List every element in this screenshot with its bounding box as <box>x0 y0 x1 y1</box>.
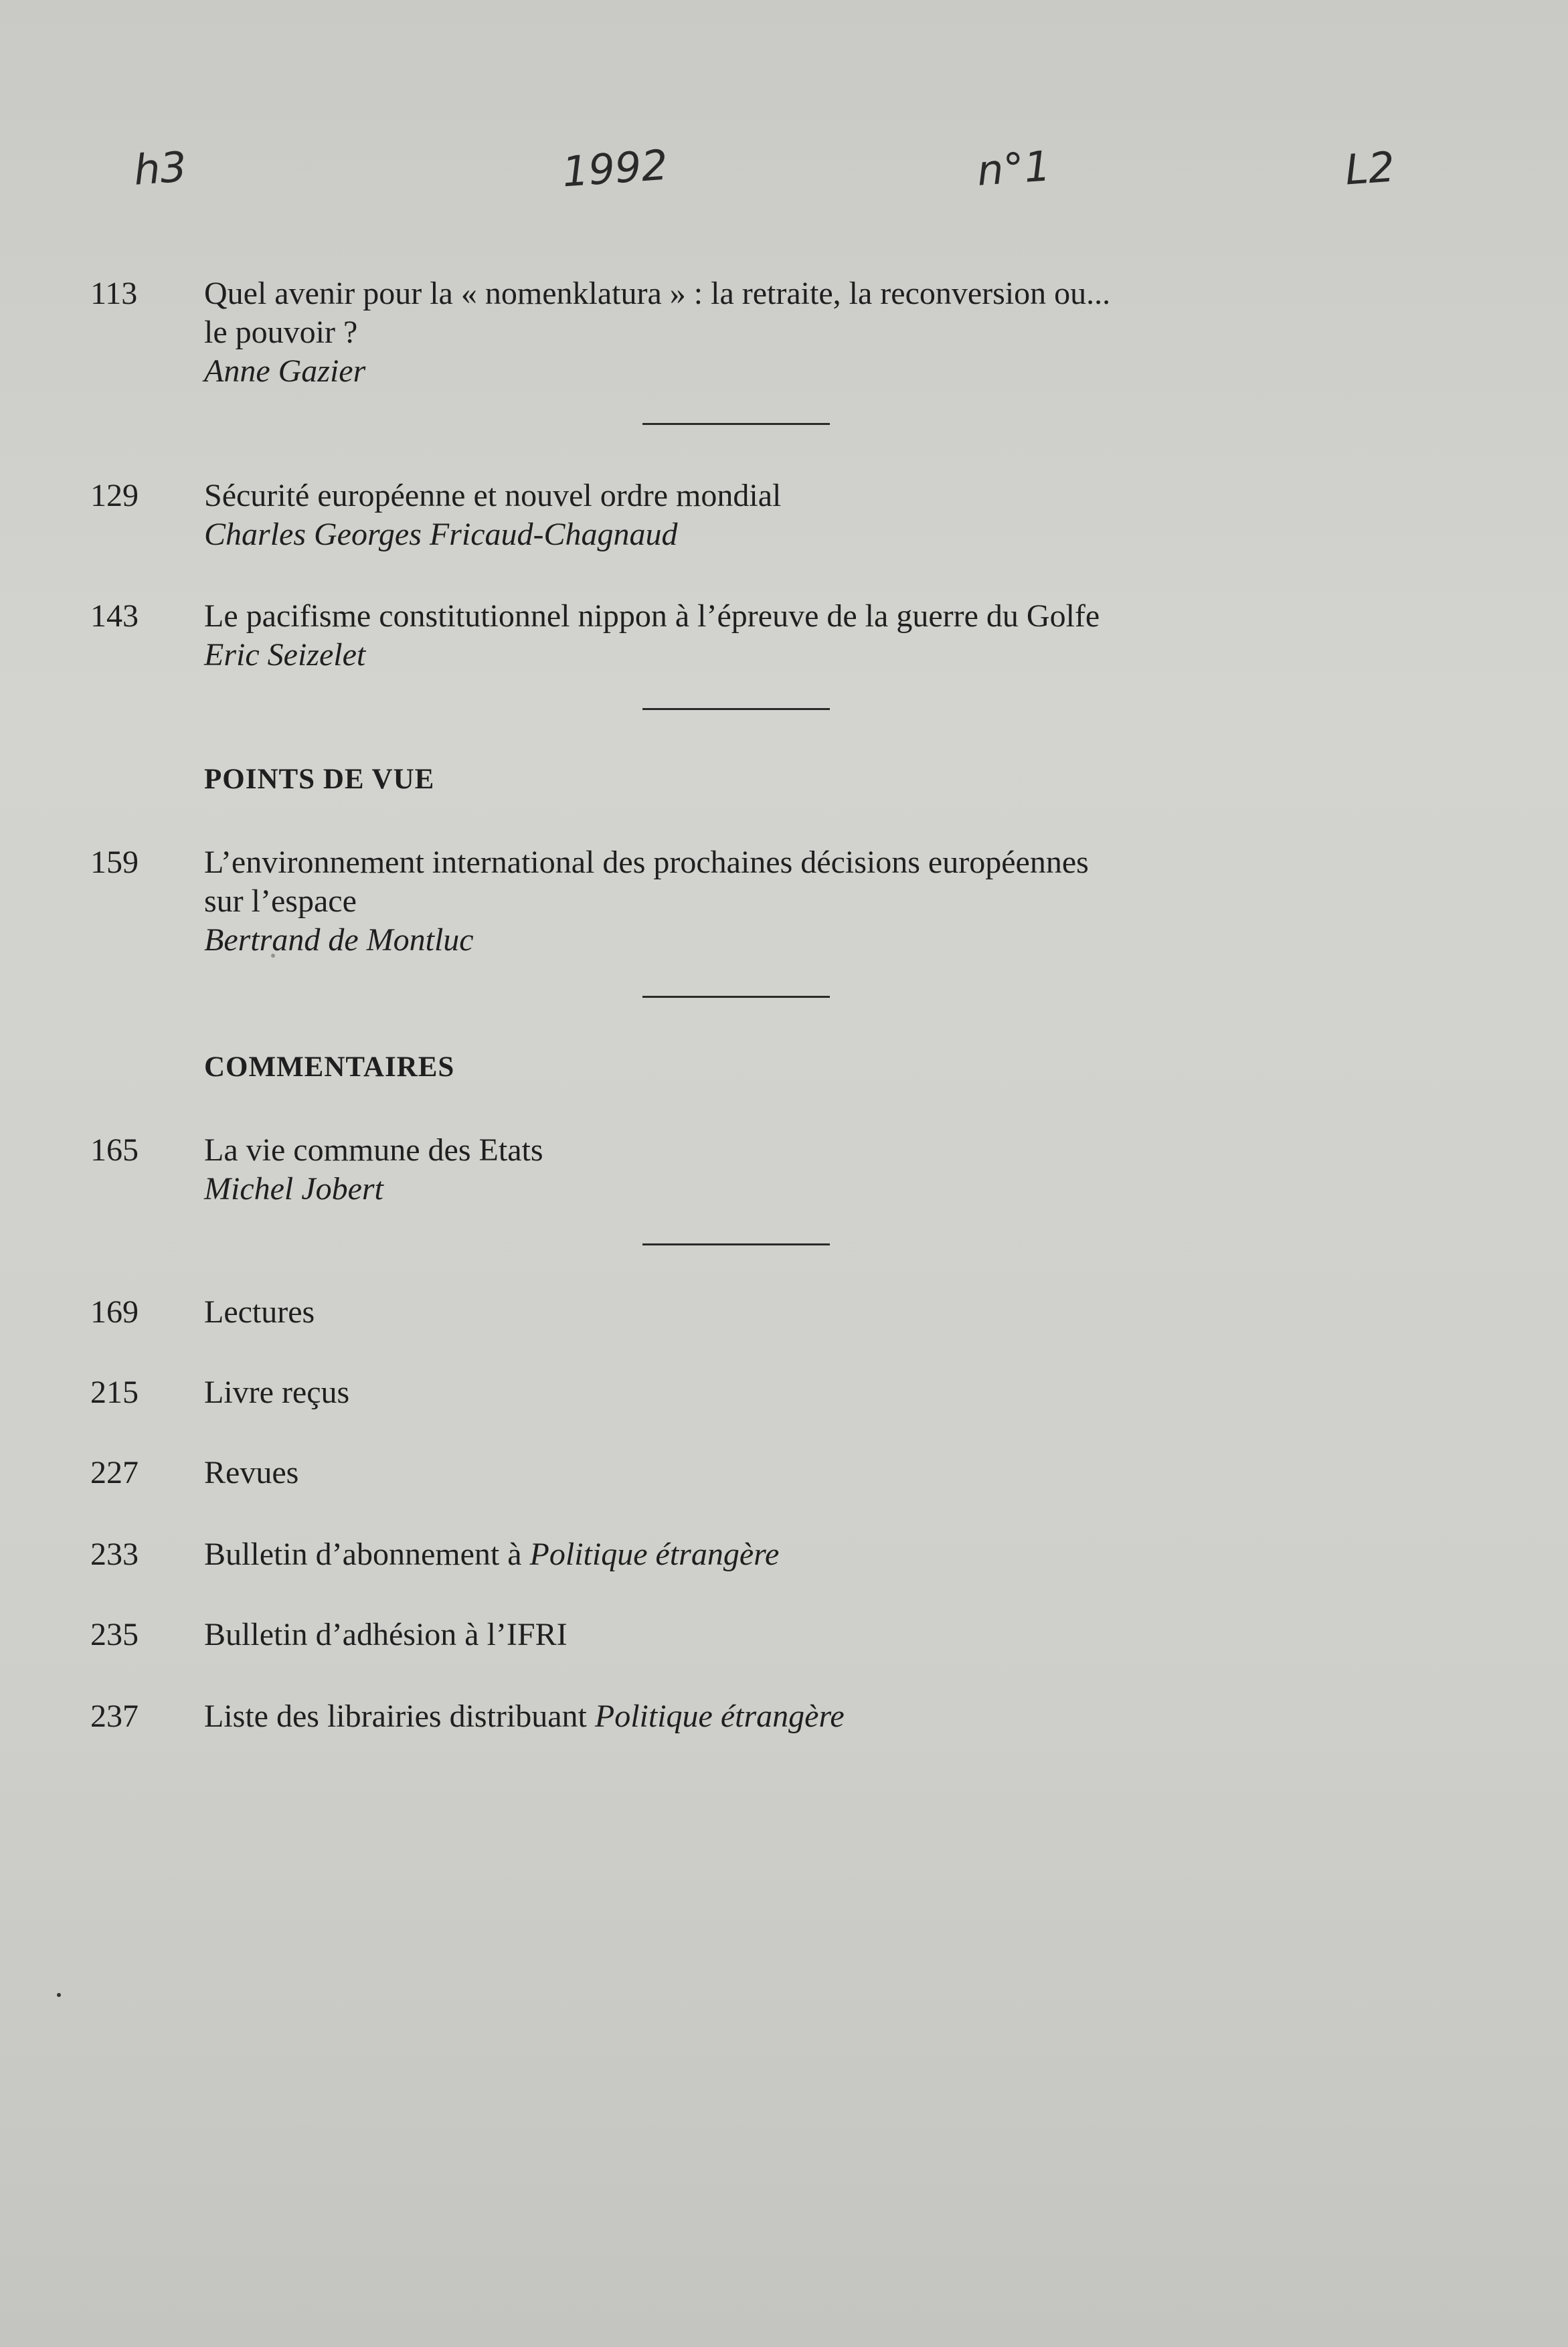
entry-title: La vie commune des Etats <box>204 1132 543 1168</box>
entry-title: Bulletin d’abonnement à Politique étrangère <box>204 1537 780 1572</box>
separator-rule <box>642 1243 830 1245</box>
handwritten-note-number: n°1 <box>975 141 1053 195</box>
speck-mark <box>57 1993 61 1997</box>
section-heading-points-de-vue: POINTS DE VUE <box>204 764 435 795</box>
page-number: 165 <box>90 1132 139 1168</box>
section-heading-commentaires: COMMENTAIRES <box>204 1051 455 1083</box>
page-number: 169 <box>90 1294 139 1330</box>
handwritten-note-right: L2 <box>1343 142 1397 195</box>
entry-title: Le pacifisme constitutionnel nippon à l’épreuve de la guerre du Golfe <box>204 598 1100 634</box>
handwritten-note-year: 1992 <box>560 140 670 197</box>
page-number: 159 <box>90 845 139 880</box>
page-number: 143 <box>90 598 139 634</box>
handwritten-note-left: h3 <box>132 142 189 195</box>
entry-title: Lectures <box>204 1294 315 1330</box>
page-number: 215 <box>90 1375 139 1410</box>
entry-title: Quel avenir pour la « nomenklatura » : la retraite, la reconversion ou... le pouvoir ? <box>204 276 1111 350</box>
page-number: 235 <box>90 1617 139 1652</box>
page-number: 227 <box>90 1455 139 1490</box>
entry-title: L’environnement international des prochaines décisions européennes sur l’espace <box>204 845 1089 919</box>
entry-author: Bertrand de Montluc <box>204 922 474 958</box>
page-number: 233 <box>90 1537 139 1572</box>
speck-mark <box>271 954 275 958</box>
entry-author: Michel Jobert <box>204 1171 383 1207</box>
entry-title: Liste des librairies distribuant Politique étrangère <box>204 1699 845 1734</box>
entry-title: Bulletin d’adhésion à l’IFRI <box>204 1617 568 1652</box>
entry-title: Sécurité européenne et nouvel ordre mondial <box>204 478 782 513</box>
entry-title: Revues <box>204 1455 299 1490</box>
separator-rule <box>642 708 830 710</box>
page-number: 113 <box>90 276 138 311</box>
entry-title: Livre reçus <box>204 1375 350 1410</box>
entry-author: Eric Seizelet <box>204 637 366 673</box>
entry-author: Anne Gazier <box>204 353 366 389</box>
page-number: 129 <box>90 478 139 513</box>
entry-author: Charles Georges Fricaud-Chagnaud <box>204 517 678 552</box>
separator-rule <box>642 996 830 998</box>
page-number: 237 <box>90 1699 139 1734</box>
separator-rule <box>642 423 830 425</box>
